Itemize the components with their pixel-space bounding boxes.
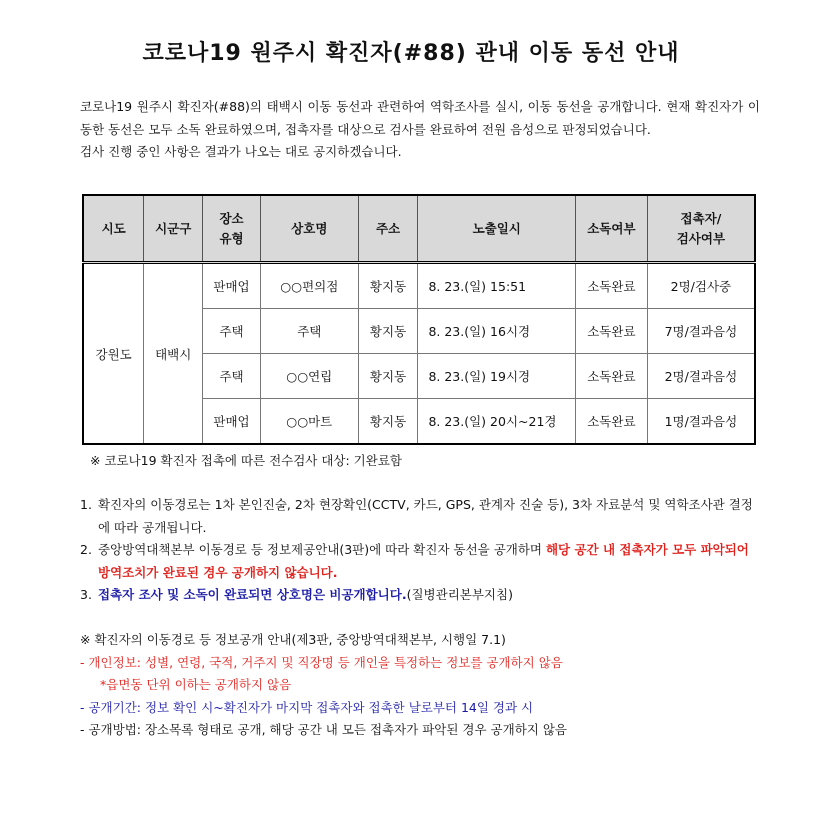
header-sido: 시도	[83, 195, 144, 263]
header-place-type	[203, 195, 261, 263]
cell-time: 8. 23.(일) 19시경	[418, 354, 576, 399]
header-contacts	[647, 195, 755, 263]
disclosure-rules-list	[80, 494, 760, 607]
intro-section	[80, 96, 760, 164]
table-row	[83, 263, 755, 309]
cell-time: 8. 23.(일) 20시~21경	[418, 399, 576, 445]
privacy-line-note: *읍면동 단위 이하는 공개하지 않음	[100, 677, 292, 692]
intro-paragraph-2: 검사 진행 중인 사항은 결과가 나오는 대로 공지하겠습니다.	[80, 144, 402, 159]
cell-name: ○○마트	[260, 399, 358, 445]
list-item	[80, 584, 760, 607]
list-number: 3.	[80, 587, 92, 602]
privacy-line-personal-info: - 개인정보: 성별, 연령, 국적, 거주지 및 직장명 등 개인을 특정하는 정보를 공개하지 않음	[80, 654, 563, 670]
list-text-highlight: 접촉자 조사 및 소독이 완료되면 상호명은 비공개합니다.	[98, 587, 407, 602]
privacy-guide	[80, 629, 770, 742]
cell-contacts: 1명/결과음성	[647, 399, 755, 445]
list-item	[80, 494, 760, 539]
page-title: 코로나19 원주시 확진자(#88) 관내 이동 동선 안내	[142, 41, 680, 66]
privacy-line-method: - 공개방법: 장소목록 형태로 공개, 해당 공간 내 모든 접촉자가 파악된 경우 공개하지 않음	[80, 722, 567, 737]
list-text: 확진자의 이동경로는 1차 본인진술, 2차 현장확인(CCTV, 카드, GPS, 관계자 진술 등), 3차 자료분석 및 역학조사관 결정에 따라 공개됩니다.	[98, 497, 753, 535]
cell-time: 8. 23.(일) 15:51	[418, 263, 576, 309]
list-text-plain: (질병관리본부지침)	[406, 587, 513, 602]
list-text-plain: 중앙방역대책본부 이동경로 등 정보제공안내(3판)에 따라 확진자 동선을 공개하며	[98, 542, 546, 557]
cell-contacts: 2명/결과음성	[647, 354, 755, 399]
list-text	[98, 584, 760, 607]
cell-address: 황지동	[358, 309, 418, 354]
list-number: 2.	[80, 542, 92, 557]
table-header-row	[83, 195, 755, 263]
header-contacts-label: 접촉자/ 검사여부	[676, 210, 726, 246]
cell-address: 황지동	[358, 263, 418, 309]
list-text	[98, 539, 760, 584]
header-place-type-label: 장소 유형	[219, 210, 244, 246]
cell-name: ○○편의점	[260, 263, 358, 309]
cell-disinfection: 소독완료	[576, 309, 648, 354]
list-number: 1.	[80, 497, 92, 512]
header-name: 상호명	[260, 195, 358, 263]
cell-type: 판매업	[203, 399, 261, 445]
route-table	[82, 194, 756, 445]
cell-disinfection: 소독완료	[576, 399, 648, 445]
cell-name: ○○연립	[260, 354, 358, 399]
list-text-highlight: 해당 공간 내 접촉자가 모두 파악되어 방역조치가 완료된 경우 공개하지 않습니다.	[98, 542, 749, 580]
cell-address: 황지동	[358, 354, 418, 399]
list-item	[80, 539, 760, 584]
test-note: ※ 코로나19 확진자 접촉에 따른 전수검사 대상: 기완료함	[90, 453, 402, 468]
privacy-header: ※ 확진자의 이동경로 등 정보공개 안내(제3판, 중앙방역대책본부, 시행일 7.1)	[80, 632, 506, 647]
privacy-line-period: - 공개기간: 정보 확인 시~확진자가 마지막 접촉자와 접촉한 날로부터 14일 경과 시	[80, 699, 534, 715]
header-address: 주소	[358, 195, 418, 263]
cell-type: 판매업	[203, 263, 261, 309]
cell-time: 8. 23.(일) 16시경	[418, 309, 576, 354]
cell-type: 주택	[203, 354, 261, 399]
cell-disinfection: 소독완료	[576, 263, 648, 309]
cell-name: 주택	[260, 309, 358, 354]
header-exposure-time: 노출일시	[418, 195, 576, 263]
intro-paragraph: 코로나19 원주시 확진자(#88)의 태백시 이동 동선과 관련하여 역학조사를 실시, 이동 동선을 공개합니다. 현재 확진자가 이동한 동선은 모두 소독 완료하였으며, 접촉자를 대상으로 검사를 완료하여 전원 음성으로 판정되었습니다.	[80, 99, 760, 137]
header-disinfection: 소독여부	[576, 195, 648, 263]
cell-type: 주택	[203, 309, 261, 354]
cell-sido: 강원도	[83, 263, 144, 445]
header-sigungu: 시군구	[144, 195, 203, 263]
cell-disinfection: 소독완료	[576, 354, 648, 399]
cell-sigungu: 태백시	[144, 263, 203, 445]
cell-contacts: 7명/결과음성	[647, 309, 755, 354]
cell-contacts: 2명/검사중	[647, 263, 755, 309]
cell-address: 황지동	[358, 399, 418, 445]
